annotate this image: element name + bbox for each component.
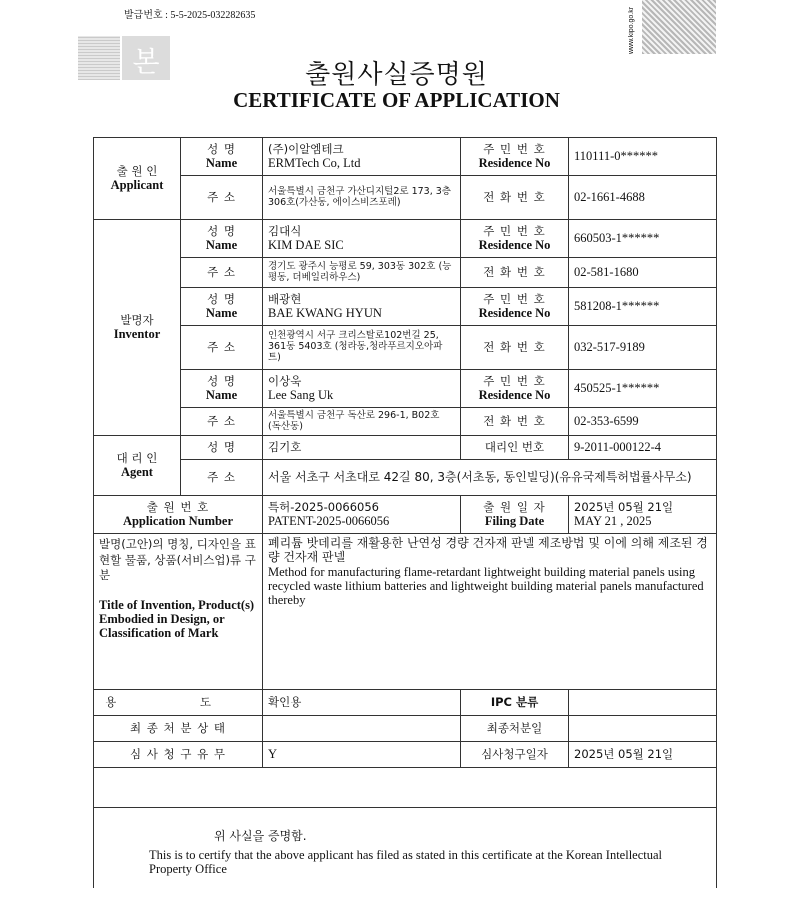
applicant-address: 서울특별시 금천구 가산디지털2로 173, 3층 306호(가산동, 에이스비즈포레) [263,176,461,220]
inventor-label-en: Inventor [113,326,161,341]
resident-label-cell [461,370,569,408]
applicant-name-en: ERMTech Co, Ltd [268,155,361,170]
exam-date-value: 2025년 05월 21일 [569,742,717,768]
final-status-value [263,716,461,742]
name-label-cell [181,288,263,326]
filing-date-label-en: Filing Date [484,513,545,528]
inventor-1-name-en: KIM DAE SIC [268,237,344,252]
name-label-cell [181,138,263,176]
phone-label: 전 화 번 호 [461,176,569,220]
application-number-label [94,496,263,534]
resident-label-en: Residence No [478,387,551,402]
resident-label-en: Residence No [478,305,551,320]
exam-request-row [94,742,717,768]
resident-label-ko: 주 민 번 호 [483,291,546,306]
issue-number: 발급번호 : 5-5-2025-032282635 [124,10,256,21]
applicant-label-ko: 출 원 인 [116,163,158,178]
resident-label-cell [461,220,569,258]
resident-label-ko: 주 민 번 호 [483,373,546,388]
ipc-label: IPC 분류 [461,690,569,716]
blank-cell [94,768,717,808]
final-date-label: 최종처분일 [461,716,569,742]
name-label-ko: 성 명 [207,291,236,306]
phone-label: 전 화 번 호 [461,326,569,370]
title-of-invention-label [94,534,263,690]
application-number-cell [263,496,461,534]
certificate-table [93,137,717,888]
inventor-2-name-cell [263,288,461,326]
title-of-invention-row [94,534,717,690]
agent-label-en: Agent [121,464,153,479]
filing-date-label-ko: 출 원 일 자 [483,499,546,514]
address-label: 주 소 [181,460,263,496]
certification-en: This is to certify that the above applicant has filed as stated in this certificate at the Korean Intellectual Property Office [149,847,663,877]
phone-label: 전 화 번 호 [461,408,569,436]
agent-address-row [94,460,717,496]
agent-label [94,436,181,496]
resident-label-ko: 주 민 번 호 [483,223,546,238]
kipo-site-url: www.kipo.go.kr [628,6,635,54]
exam-request-value: Y [263,742,461,768]
inventor-2-address-row [94,326,717,370]
ipc-value [569,690,717,716]
blank-row [94,768,717,808]
applicant-label [94,138,181,220]
app-no-label-en: Application Number [122,513,234,528]
inventor-1-resident-no: 660503-1****** [569,220,717,258]
inventor-2-name-ko: 배광현 [268,291,302,306]
inventor-3-name-cell [263,370,461,408]
application-number-row [94,496,717,534]
applicant-label-en: Applicant [110,177,164,192]
purpose-value: 확인용 [263,690,461,716]
inventor-label-ko: 발명자 [120,312,154,327]
resident-label-en: Residence No [478,155,551,170]
phone-label: 전 화 번 호 [461,258,569,288]
filing-date-cell [569,496,717,534]
certification-row [94,808,717,888]
title-english: CERTIFICATE OF APPLICATION [233,88,560,112]
resident-label-cell [461,288,569,326]
agent-name: 김기호 [263,436,461,460]
agent-address: 서울 서초구 서초대로 42길 80, 3층(서초동, 동인빌딩)(유유국제특허법률사무소) [263,460,717,496]
final-status-label: 최 종 처 분 상 태 [94,716,263,742]
applicant-resident-no: 110111-0****** [569,138,717,176]
inventor-2-resident-no: 581208-1****** [569,288,717,326]
name-label-cell [181,220,263,258]
inventor-1-name-row [94,220,717,258]
name-label-en: Name [205,155,238,170]
purpose-row [94,690,717,716]
title-of-invention-value [263,534,717,690]
inventor-2-name-en: BAE KWANG HYUN [268,305,382,320]
name-label-ko: 성 명 [207,223,236,238]
exam-request-label: 심 사 청 구 유 무 [94,742,263,768]
app-no-label-ko: 출 원 번 호 [146,499,210,514]
applicant-name-cell [263,138,461,176]
agent-name-row [94,436,717,460]
applicant-name-row [94,138,717,176]
purpose-label: 용 도 [94,690,263,716]
invention-title-en: Method for manufacturing flame-retardant lightweight building material panels using recycled waste lithium batteries and lightweight building material panels manufactured thereby [268,564,704,608]
applicant-phone: 02-1661-4688 [569,176,717,220]
address-label: 주 소 [181,408,263,436]
inventor-3-address: 서울특별시 금천구 독산로 296-1, B02호 (독산동) [263,408,461,436]
qr-code-icon [642,0,716,54]
applicant-address-row [94,176,717,220]
inventor-label [94,220,181,436]
inventor-3-name-ko: 이상욱 [268,373,302,388]
address-label: 주 소 [181,326,263,370]
certification-ko: 위 사실을 증명함. [214,829,307,843]
inventor-1-address-row [94,258,717,288]
inventor-1-name-cell [263,220,461,258]
inventor-3-name-row [94,370,717,408]
inventor-1-address: 경기도 광주시 능평로 59, 303동 302호 (능평동, 더베일리하우스) [263,258,461,288]
application-number-ko: 특허-2025-0066056 [268,499,380,514]
resident-label-en: Residence No [478,237,551,252]
filing-date-en: MAY 21 , 2025 [574,513,652,528]
inventor-2-phone: 032-517-9189 [569,326,717,370]
name-label-ko: 성 명 [207,141,236,156]
exam-date-label: 심사청구일자 [461,742,569,768]
inventor-3-resident-no: 450525-1****** [569,370,717,408]
address-label: 주 소 [181,258,263,288]
stamp-text: 본 [132,45,160,78]
resident-label-ko: 주 민 번 호 [483,141,546,156]
final-status-row [94,716,717,742]
invention-title-ko: 폐리튬 밧데리를 재활용한 난연성 경량 건자재 판넬 제조방법 및 이에 의해 제조된 경량 건자재 판넬 [268,536,708,564]
title-korean: 출원사실증명원 [305,60,488,90]
final-date-value [569,716,717,742]
inventor-3-address-row [94,408,717,436]
name-label-en: Name [205,305,238,320]
application-number-en: PATENT-2025-0066056 [268,513,390,528]
title-inv-label-en: Title of Invention, Product(s) Embodied in Design, or Classification of Mark [99,597,255,641]
address-label: 주 소 [181,176,263,220]
agent-label-ko: 대 리 인 [116,450,158,465]
inventor-2-name-row [94,288,717,326]
applicant-name-ko: (주)이알엠테크 [268,141,344,156]
agent-number-label: 대리인 번호 [461,436,569,460]
name-label-cell [181,370,263,408]
inventor-2-address: 인천광역시 서구 크리스탈로102번길 25, 361동 5403호 (청라동,청라푸르지오아파트) [263,326,461,370]
resident-label-cell [461,138,569,176]
name-label-ko: 성 명 [207,373,236,388]
inventor-1-phone: 02-581-1680 [569,258,717,288]
certification-cell [94,808,717,888]
filing-date-ko: 2025년 05월 21일 [574,499,674,514]
name-label-en: Name [205,237,238,252]
agent-number: 9-2011-000122-4 [569,436,717,460]
inventor-3-name-en: Lee Sang Uk [268,387,334,402]
inventor-1-name-ko: 김대식 [268,223,302,238]
inventor-3-phone: 02-353-6599 [569,408,717,436]
filing-date-label [461,496,569,534]
title-inv-label-ko: 발명(고안)의 명칭, 디자인을 표현할 물품, 상품(서비스업)류 구분 [99,537,256,583]
name-label-en: Name [205,387,238,402]
name-label: 성 명 [181,436,263,460]
